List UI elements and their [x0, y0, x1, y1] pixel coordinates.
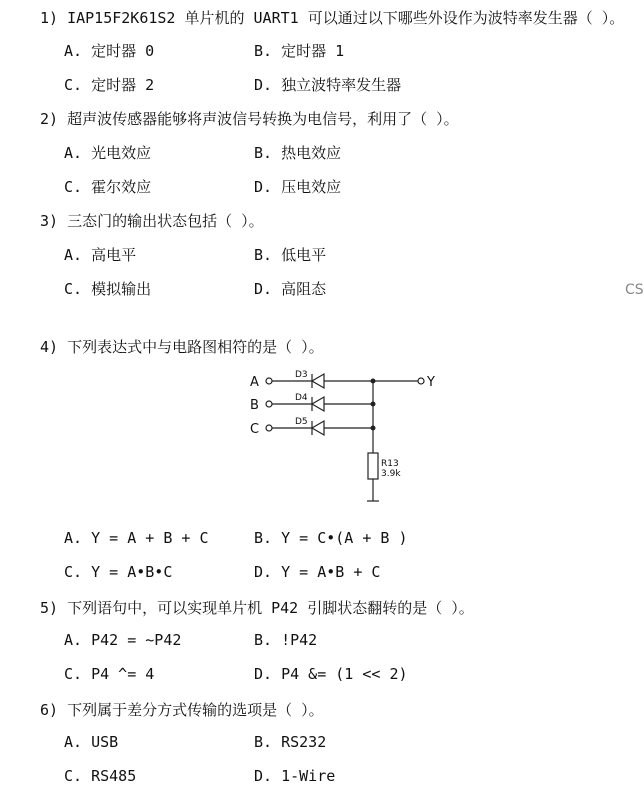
question-1-option-c[interactable]: C. 定时器 2	[64, 76, 155, 94]
circuit-input-c-label: C	[250, 422, 260, 437]
question-2-stem: 2) 超声波传感器能够将声波信号转换为电信号，利用了（ ）。	[40, 110, 459, 128]
question-2-option-d[interactable]: D. 压电效应	[254, 178, 342, 196]
question-6-option-c[interactable]: C. RS485	[64, 767, 137, 785]
question-4-option-d[interactable]: D. Y = A•B + C	[254, 563, 381, 581]
question-3-option-c[interactable]: C. 模拟输出	[64, 280, 152, 298]
question-2-option-b[interactable]: B. 热电效应	[254, 144, 342, 162]
circuit-output-label: Y	[427, 375, 435, 390]
margin-note: CS	[625, 282, 644, 298]
circuit-diagram	[245, 368, 445, 503]
question-5-option-b[interactable]: B. !P42	[254, 631, 318, 649]
question-1-option-d[interactable]: D. 独立波特率发生器	[254, 76, 402, 94]
diode-d5-label: D5	[295, 417, 308, 427]
question-3-option-a[interactable]: A. 高电平	[64, 246, 137, 264]
question-5-option-d[interactable]: D. P4 &= (1 << 2)	[254, 665, 408, 683]
question-5-stem: 5) 下列语句中，可以实现单片机 P42 引脚状态翻转的是（ ）。	[40, 599, 474, 617]
question-1-stem: 1) IAP15F2K61S2 单片机的 UART1 可以通过以下哪些外设作为波特率发生器（ ）。	[40, 9, 625, 27]
question-6-option-a[interactable]: A. USB	[64, 733, 119, 751]
question-4-stem: 4) 下列表达式中与电路图相符的是（ ）。	[40, 338, 324, 356]
question-4-option-c[interactable]: C. Y = A•B•C	[64, 563, 173, 581]
resistor-value-label: 3.9k	[381, 469, 401, 479]
question-2-option-c[interactable]: C. 霍尔效应	[64, 178, 152, 196]
question-5-option-c[interactable]: C. P4 ^= 4	[64, 665, 155, 683]
diode-d4-label: D4	[295, 393, 308, 403]
question-4-option-a[interactable]: A. Y = A + B + C	[64, 529, 209, 547]
resistor-name-label: R13	[381, 459, 399, 469]
question-3-option-b[interactable]: B. 低电平	[254, 246, 327, 264]
question-3-option-d[interactable]: D. 高阻态	[254, 280, 327, 298]
circuit-input-a-label: A	[250, 375, 259, 390]
question-1-option-a[interactable]: A. 定时器 0	[64, 42, 155, 60]
diode-d3-label: D3	[295, 370, 308, 380]
question-6-option-d[interactable]: D. 1-Wire	[254, 767, 336, 785]
question-6-option-b[interactable]: B. RS232	[254, 733, 327, 751]
question-4-option-b[interactable]: B. Y = C•(A + B )	[254, 529, 408, 547]
question-5-option-a[interactable]: A. P42 = ~P42	[64, 631, 182, 649]
question-3-stem: 3) 三态门的输出状态包括（ ）。	[40, 212, 264, 230]
question-6-stem: 6) 下列属于差分方式传输的选项是（ ）。	[40, 701, 324, 719]
question-1-option-b[interactable]: B. 定时器 1	[254, 42, 345, 60]
circuit-input-b-label: B	[250, 398, 259, 413]
question-2-option-a[interactable]: A. 光电效应	[64, 144, 152, 162]
